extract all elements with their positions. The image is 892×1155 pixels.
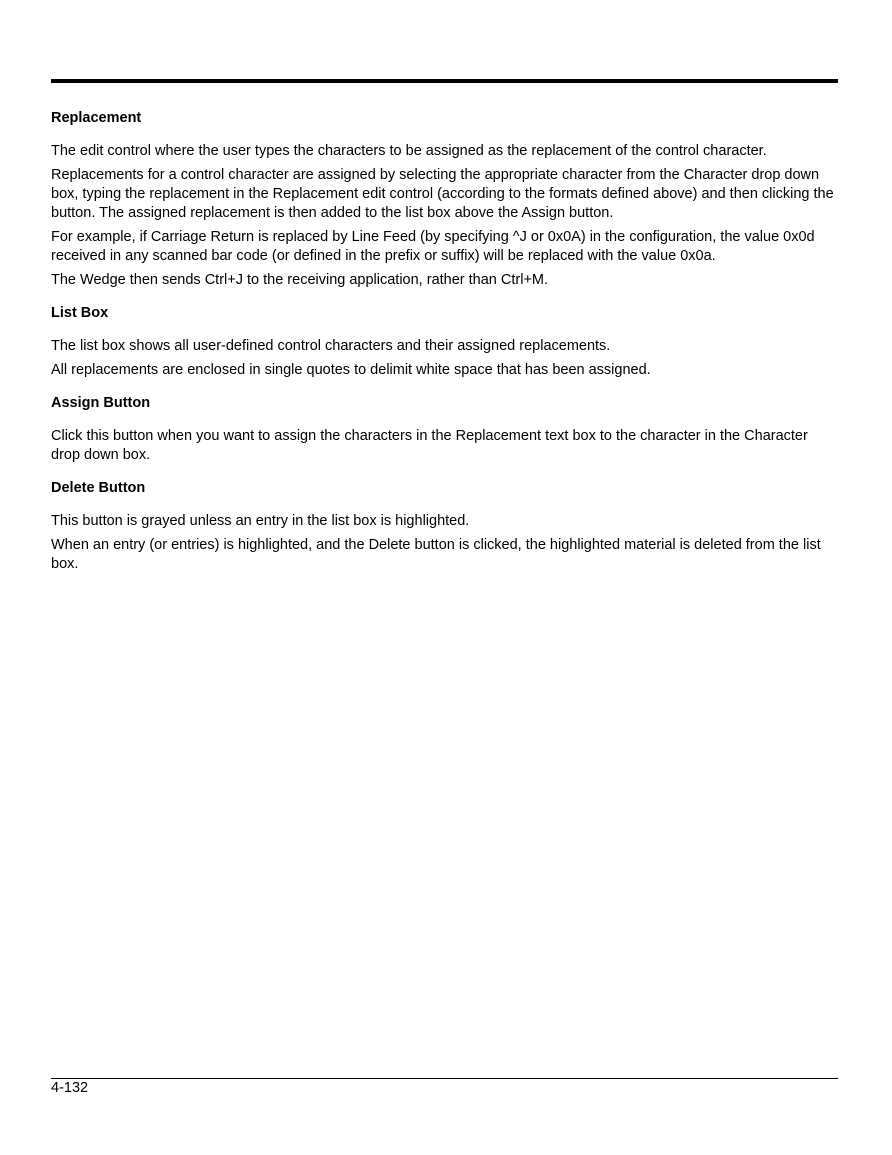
section-assign-button <box>51 394 838 465</box>
paragraph: Replacements for a control character are assigned by selecting the appropriate character from the Character drop down box, typing the replacement in the Replacement edit control (according to the formats defined above) and then clicking the button. The assigned replacement is then added to the list box above the Assign button. <box>51 167 834 221</box>
paragraph: When an entry (or entries) is highlighted, and the Delete button is clicked, the highlighted material is deleted from the list box. <box>51 537 821 572</box>
paragraph: This button is grayed unless an entry in the list box is highlighted. <box>51 513 470 529</box>
paragraph: The list box shows all user-defined control characters and their assigned replacements. <box>51 338 611 354</box>
document-body <box>51 109 838 588</box>
section-heading: List Box <box>51 305 109 321</box>
section-heading: Assign Button <box>51 395 151 411</box>
footer-rule <box>51 1078 838 1079</box>
section-list-box <box>51 304 838 380</box>
page-number: 4-132 <box>51 1080 89 1096</box>
paragraph: The edit control where the user types the characters to be assigned as the replacement of the control character. <box>51 143 767 159</box>
section-replacement <box>51 109 838 290</box>
section-heading: Delete Button <box>51 480 146 496</box>
section-delete-button <box>51 479 838 574</box>
paragraph: The Wedge then sends Ctrl+J to the receiving application, rather than Ctrl+M. <box>51 272 549 288</box>
paragraph: For example, if Carriage Return is replaced by Line Feed (by specifying ^J or 0x0A) in the configuration, the value 0x0d received in any scanned bar code (or defined in the prefix or suffix) will be replaced with the value 0x0a. <box>51 229 815 264</box>
header-rule <box>51 79 838 83</box>
section-heading: Replacement <box>51 110 142 126</box>
paragraph: Click this button when you want to assign the characters in the Replacement text box to the character in the Character drop down box. <box>51 428 808 463</box>
paragraph: All replacements are enclosed in single quotes to delimit white space that has been assigned. <box>51 362 651 378</box>
